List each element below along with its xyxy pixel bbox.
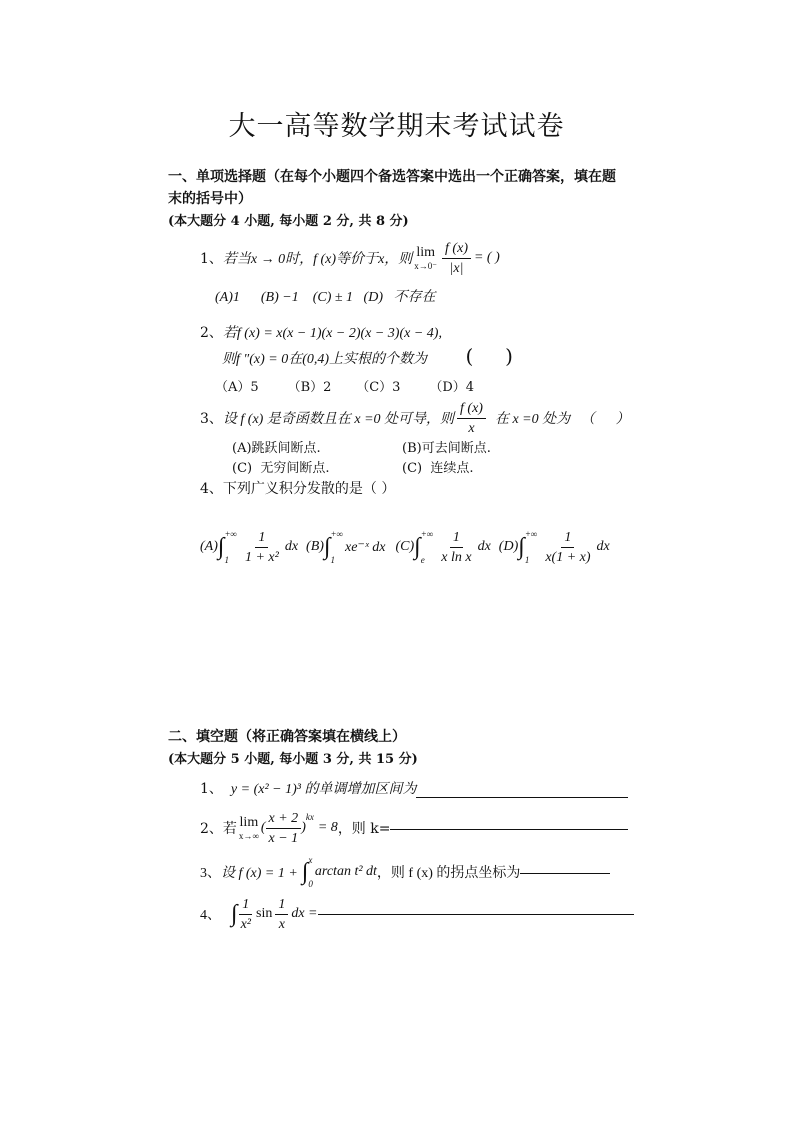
q2-answer-bracket: ( ) — [465, 344, 513, 368]
fill-q2-number: 2、 — [200, 821, 223, 837]
q4-b-label: (B) — [306, 539, 324, 554]
q3-option-a: (A)跳跃间断点. — [232, 441, 321, 456]
q4-d-label: (D) — [498, 539, 519, 554]
fill-q2-tail: ，则 k= — [337, 821, 391, 837]
q4-c-den: x ln x — [441, 549, 472, 565]
section2-heading: 二、填空题（将正确答案填在横线上） — [168, 729, 406, 745]
fill-q2-lim-label: lim — [239, 815, 259, 830]
exam-title: 大一高等数学期末考试试卷 — [228, 111, 565, 142]
fill-q4-den1: x² — [240, 916, 251, 932]
q4-c-upper: +∞ — [420, 529, 434, 539]
fill-q4-line — [200, 892, 634, 936]
fill-q1-blank[interactable] — [416, 783, 628, 798]
q1-lim-label: lim — [416, 245, 435, 260]
fill-q2-frac-num: x + 2 — [266, 809, 302, 829]
q1-line — [200, 236, 500, 280]
q4-c-dx: dx — [477, 539, 491, 554]
q4-b-lower: 1 — [330, 555, 336, 565]
q1-lim-sub: x→0⁻ — [414, 261, 438, 271]
q3-frac-num: f (x) — [457, 399, 486, 419]
q4-d-upper: +∞ — [524, 529, 538, 539]
integral-icon: ∫ — [217, 533, 225, 560]
q4-b-upper: +∞ — [330, 529, 344, 539]
fill-q2-lim-sub: x→∞ — [238, 831, 259, 841]
q4-a-upper: +∞ — [224, 529, 237, 539]
section1-score-note: (本大题分 4 小题, 每小题 2 分, 共 8 分) — [168, 214, 409, 229]
q4-d-limits — [525, 528, 538, 566]
fill-q3-limits — [308, 854, 313, 890]
fill-q3-body: arctan t² dt — [314, 864, 377, 879]
fill-q4-blank[interactable] — [318, 900, 634, 915]
fill-q2-limit — [239, 815, 259, 841]
integral-icon: ∫ — [414, 533, 421, 560]
q3-option-c: (C) 无穷间断点. — [232, 461, 330, 476]
integral-icon: ∫ — [323, 533, 331, 560]
q1-frac-den: |x| — [449, 260, 464, 276]
fill-q2-fraction — [266, 809, 302, 848]
q4-d-dx: dx — [596, 539, 610, 554]
q4-a-fraction — [242, 528, 282, 567]
fill-q2-prefix: 若 — [222, 821, 237, 837]
q3-number: 3、 — [200, 411, 223, 427]
q2-line2: 则f ″(x) = 0在(0,4)上实根的个数为 — [222, 352, 428, 367]
q4-text: 下列广义积分发散的是（ ） — [222, 481, 396, 497]
section1-heading-line2: 末的括号中） — [168, 191, 252, 207]
fill-q2-line: 2、 若 lim x→∞ ( $\frac{x + 2}{x - 1}$ ) kx = 8 ，则 k= — [200, 808, 628, 848]
q4-c-lower: e — [420, 555, 425, 565]
q2-line2-row — [222, 344, 513, 368]
section1-heading-line1: 一、单项选择题（在每个小题四个备选答案中选出一个正确答案，填在题 — [168, 169, 616, 185]
q2-number: 2、 — [200, 325, 223, 341]
q3-text-a: 设 f (x) 是奇函数且在 x =0 处可导，则 — [222, 412, 455, 427]
q4-number: 4、 — [200, 481, 223, 497]
q4-c-num: 1 — [450, 528, 463, 548]
q4-d-num: 1 — [561, 528, 574, 548]
fill-q2-equals: = 8 — [317, 820, 338, 835]
fill-q4-number: 4、 — [200, 908, 221, 923]
q3-frac-den: x — [468, 420, 475, 436]
fill-q3-number: 3、 — [200, 866, 221, 881]
fill-q4-den2: x — [278, 916, 285, 932]
q4-c-fraction — [438, 528, 474, 567]
fill-q2-frac-den: x − 1 — [268, 830, 299, 846]
q4-d-fraction — [542, 528, 593, 567]
q3-fraction — [457, 399, 486, 438]
q2-line1-row — [200, 322, 442, 342]
integral-icon: ∫ — [301, 858, 309, 885]
q3-option-b: (B)可去间断点. — [402, 441, 491, 456]
q3-text-b: 在 x =0 处为 （ ） — [494, 412, 630, 427]
fill-q4-sin: sin — [256, 906, 273, 921]
q4-c-label: (C) — [395, 539, 415, 554]
q1-fraction — [442, 239, 471, 278]
fill-q3-prefix: 设 f (x) = 1 + — [221, 866, 298, 881]
fill-q1-line — [200, 778, 628, 798]
q1-options: (A)1 (B) −1 (C) ± 1 (D) 不存在 — [215, 290, 436, 305]
fill-q2-power: kx — [305, 812, 314, 822]
fill-q3-upper: x — [308, 855, 313, 865]
fill-q3-blank[interactable] — [520, 859, 610, 874]
q4-d-lower: 1 — [524, 555, 530, 565]
fill-q3-lower: 0 — [308, 879, 313, 889]
q1-text: 若当x → 0时，f (x)等价于x，则 — [222, 252, 413, 267]
q2-line1: 若f (x) = x(x − 1)(x − 2)(x − 3)(x − 4), — [222, 326, 442, 341]
q4-a-label: (A) — [200, 539, 218, 554]
section2-score-note: (本大题分 5 小题, 每小题 3 分, 共 15 分) — [168, 752, 418, 767]
integral-icon: ∫ — [518, 533, 525, 560]
q4-a-limits — [224, 528, 237, 566]
q4-c-limits — [421, 528, 434, 566]
q4-a-den: 1 + x² — [244, 549, 279, 565]
q1-answer-bracket: = ( ) — [473, 250, 500, 265]
q4-line — [200, 478, 395, 498]
fill-q1-text: y = (x² − 1)³ 的单调增加区间为 — [230, 782, 417, 797]
fill-q2-blank[interactable] — [390, 815, 628, 830]
q1-limit — [414, 245, 437, 271]
q3-line — [200, 396, 630, 440]
q4-b-limits — [331, 528, 344, 566]
q4-a-lower: 1 — [224, 555, 229, 565]
fill-q3-tail: ，则 f (x) 的拐点坐标为 — [376, 866, 521, 881]
q4-d-den: x(1 + x) — [545, 549, 591, 565]
q3-option-d: (C) 连续点. — [402, 461, 474, 476]
q2-options: （A）5 （B）2 （C）3 （D）4 — [215, 380, 475, 395]
fill-q1-number: 1、 — [200, 781, 223, 797]
fill-q4-num2: 1 — [275, 895, 288, 915]
q4-b-body: xe⁻ˣ dx — [345, 539, 386, 555]
fill-q4-fraction1 — [238, 895, 254, 934]
integral-icon: ∫ — [231, 900, 238, 927]
fill-q4-num1: 1 — [239, 895, 252, 915]
q4-integrals — [200, 522, 610, 572]
q1-frac-num: f (x) — [442, 239, 471, 259]
fill-q4-tail: dx = — [291, 906, 318, 921]
q4-a-num: 1 — [255, 528, 268, 548]
fill-q3-line — [200, 852, 610, 892]
q4-a-dx: dx — [284, 539, 299, 554]
q1-number: 1、 — [200, 251, 223, 267]
fill-q4-fraction2 — [275, 895, 288, 934]
